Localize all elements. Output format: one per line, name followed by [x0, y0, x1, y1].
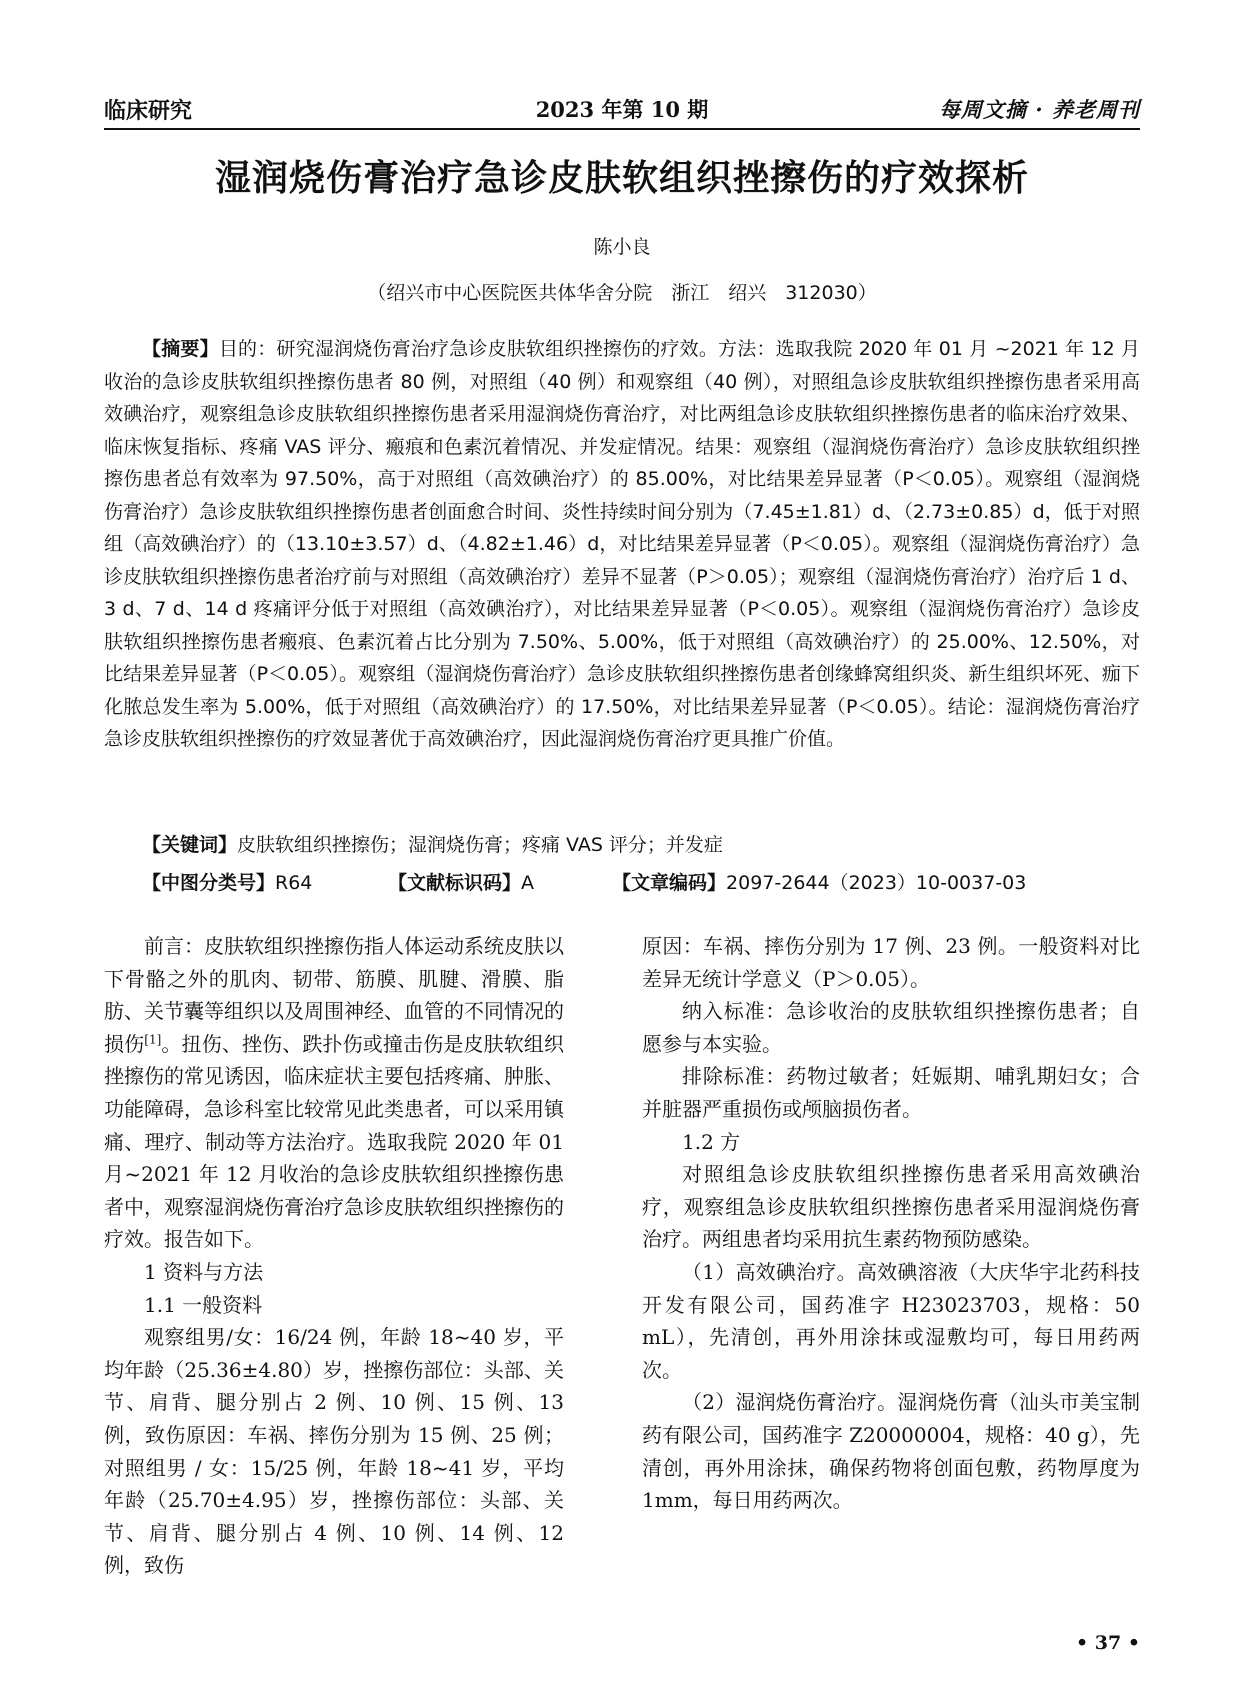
general-info-paragraph: 观察组男/女：16/24 例，年龄 18~40 岁，平均年龄（25.36±4.80）岁，挫擦伤部位：头部、关节、肩背、腿分别占 2 例、10 例、15 例、13 例，致伤原因：车祸、摔伤分别为 15 例、25 例；对照组男 / 女：15/25 例，年龄 18~41 岁，平均年龄（25.70±4.95）岁，挫擦伤部位：头部、关节、肩背、腿分别占 4 例、10 例、14 例、12 例，致伤 — [104, 1325, 564, 1578]
clc-value: R64 — [275, 872, 313, 894]
keywords-text: 皮肤软组织挫擦伤；湿润烧伤膏；疼痛 VAS 评分；并发症 — [237, 834, 723, 856]
issue-label: 2023 年第 10 期 — [535, 97, 709, 122]
journal-section: 临床研究 — [104, 99, 193, 124]
article-code-value: 2097-2644（2023）10-0037-03 — [726, 872, 1027, 894]
keywords — [142, 830, 1140, 857]
clc-label: 【中图分类号】 — [142, 872, 276, 894]
abstract-text: 目的：研究湿润烧伤膏治疗急诊皮肤软组织挫擦伤的疗效。方法：选取我院 2020 年 01 月 ~2021 年 12 月收治的急诊皮肤软组织挫擦伤患者 80 例，对照组（40 例）和观察组（40 例），对照组急诊皮肤软组织挫擦伤患者采用高效碘治疗，观察组急诊皮肤软组织挫擦伤患者采用湿润烧伤膏治疗，对比两组急诊皮肤软组织挫擦伤患者的临床治疗效果、临床恢复指标、疼痛 VAS 评分、瘢痕和色素沉着情况、并发症情况。结果：观察组（湿润烧伤膏治疗）急诊皮肤软组织挫擦伤患者总有效率为 97.50%，高于对照组（高效碘治疗）的 85.00%，对比结果差异显著（P＜0.05）。观察组（湿润烧伤膏治疗）急诊皮肤软组织挫擦伤患者创面愈合时间、炎性持续时间分别为（7.45±1.81）d、（2.73±0.85）d，低于对照组（高效碘治疗）的（13.10±3.57）d、（4.82±1.46）d，对比结果差异显著（P＜0.05）。观察组（湿润烧伤膏治疗）急诊皮肤软组织挫擦伤患者治疗前与对照组（高效碘治疗）差异不显著（P＞0.05）；观察组（湿润烧伤膏治疗）治疗后 1 d、3 d、7 d、14 d 疼痛评分低于对照组（高效碘治疗），对比结果差异显著（P＜0.05）。观察组（湿润烧伤膏治疗）急诊皮肤软组织挫擦伤患者瘢痕、色素沉着占比分别为 7.50%、5.00%，低于对照组（高效碘治疗）的 25.00%、12.50%，对比结果差异显著（P＜0.05）。观察组（湿润烧伤膏治疗）急诊皮肤软组织挫擦伤患者创缘蜂窝组织炎、新生组织坏死、痂下化脓总发生率为 5.00%，低于对照组（高效碘治疗）的 17.50%，对比结果差异显著（P＜0.05）。结论：湿润烧伤膏治疗急诊皮肤软组织挫擦伤的疗效显著优于高效碘治疗，因此湿润烧伤膏治疗更具推广价值。 — [104, 338, 1140, 750]
article-code-block — [612, 868, 1026, 895]
exclusion-criteria: 排除标准：药物过敏者；妊娠期、哺乳期妇女；合并脏器严重损伤或颅脑损伤者。 — [642, 1064, 1140, 1121]
doc-code-block — [388, 868, 534, 895]
doc-code-value: A — [521, 872, 535, 894]
section-heading-1-1: 1.1 一般资料 — [144, 1292, 263, 1317]
page-number: • 37 • — [1076, 1632, 1140, 1654]
author-name: 陈小良 — [593, 236, 651, 258]
clc-block — [142, 868, 312, 895]
section-heading-1: 1 资料与方法 — [144, 1259, 264, 1284]
article-title: 湿润烧伤膏治疗急诊皮肤软组织挫擦伤的疗效探析 — [214, 157, 1029, 199]
article-code-label: 【文章编码】 — [612, 872, 727, 894]
header-rule — [104, 128, 1140, 130]
method-paragraph: 对照组急诊皮肤软组织挫擦伤患者采用高效碘治疗，观察组急诊皮肤软组织挫擦伤患者采用湿润烧伤膏治疗。两组患者均采用抗生素药物预防感染。 — [642, 1162, 1140, 1252]
general-info-continued: 原因：车祸、摔伤分别为 17 例、23 例。一般资料对比差异无统计学意义（P＞0.05）。 — [642, 934, 1140, 991]
doc-code-label: 【文献标识码】 — [388, 872, 522, 894]
classification-line — [142, 868, 1140, 898]
section-heading-1-2: 1.2 方 — [682, 1129, 741, 1154]
citation-ref: [1] — [144, 1032, 162, 1047]
affiliation: （绍兴市中心医院医共体华舍分院 浙江 绍兴 312030） — [367, 282, 877, 304]
left-column — [104, 930, 564, 1582]
keywords-label: 【关键词】 — [142, 834, 238, 856]
abstract-label: 【摘要】 — [142, 338, 219, 360]
right-column — [642, 930, 1140, 1517]
method-burn-ointment: （2）湿润烧伤膏治疗。湿润烧伤膏（汕头市美宝制药有限公司，国药准字 Z20000004，规格：40 g），先清创，再外用涂抹，确保药物将创面包敷，药物厚度为 1mm，每日用药两次。 — [642, 1390, 1140, 1513]
journal-name: 每周文摘 · 养老周刊 — [939, 97, 1140, 122]
intro-paragraph: 前言：皮肤软组织挫擦伤指人体运动系统皮肤以下骨骼之外的肌肉、韧带、筋膜、肌腱、滑膜、脂肪、关节囊等组织以及周围神经、血管的不同情况的损伤[1]。扭伤、挫伤、跌扑伤或撞击伤是皮肤软组织挫擦伤的常见诱因，临床症状主要包括疼痛、肿胀、功能障碍，急诊科室比较常见此类患者，可以采用镇痛、理疗、制动等方法治疗。选取我院 2020 年 01 月~2021 年 12 月收治的急诊皮肤软组织挫擦伤患者中，观察湿润烧伤膏治疗急诊皮肤软组织挫擦伤的疗效。报告如下。 — [104, 934, 565, 1252]
method-iodine: （1）高效碘治疗。高效碘溶液（大庆华宇北药科技开发有限公司，国药准字 H23023703，规格：50 mL），先清创，再外用涂抹或湿敷均可，每日用药两次。 — [642, 1259, 1140, 1382]
inclusion-criteria: 纳入标准：急诊收治的皮肤软组织挫擦伤患者；自愿参与本实验。 — [642, 999, 1140, 1056]
running-header — [104, 94, 1140, 128]
abstract — [104, 333, 1140, 756]
